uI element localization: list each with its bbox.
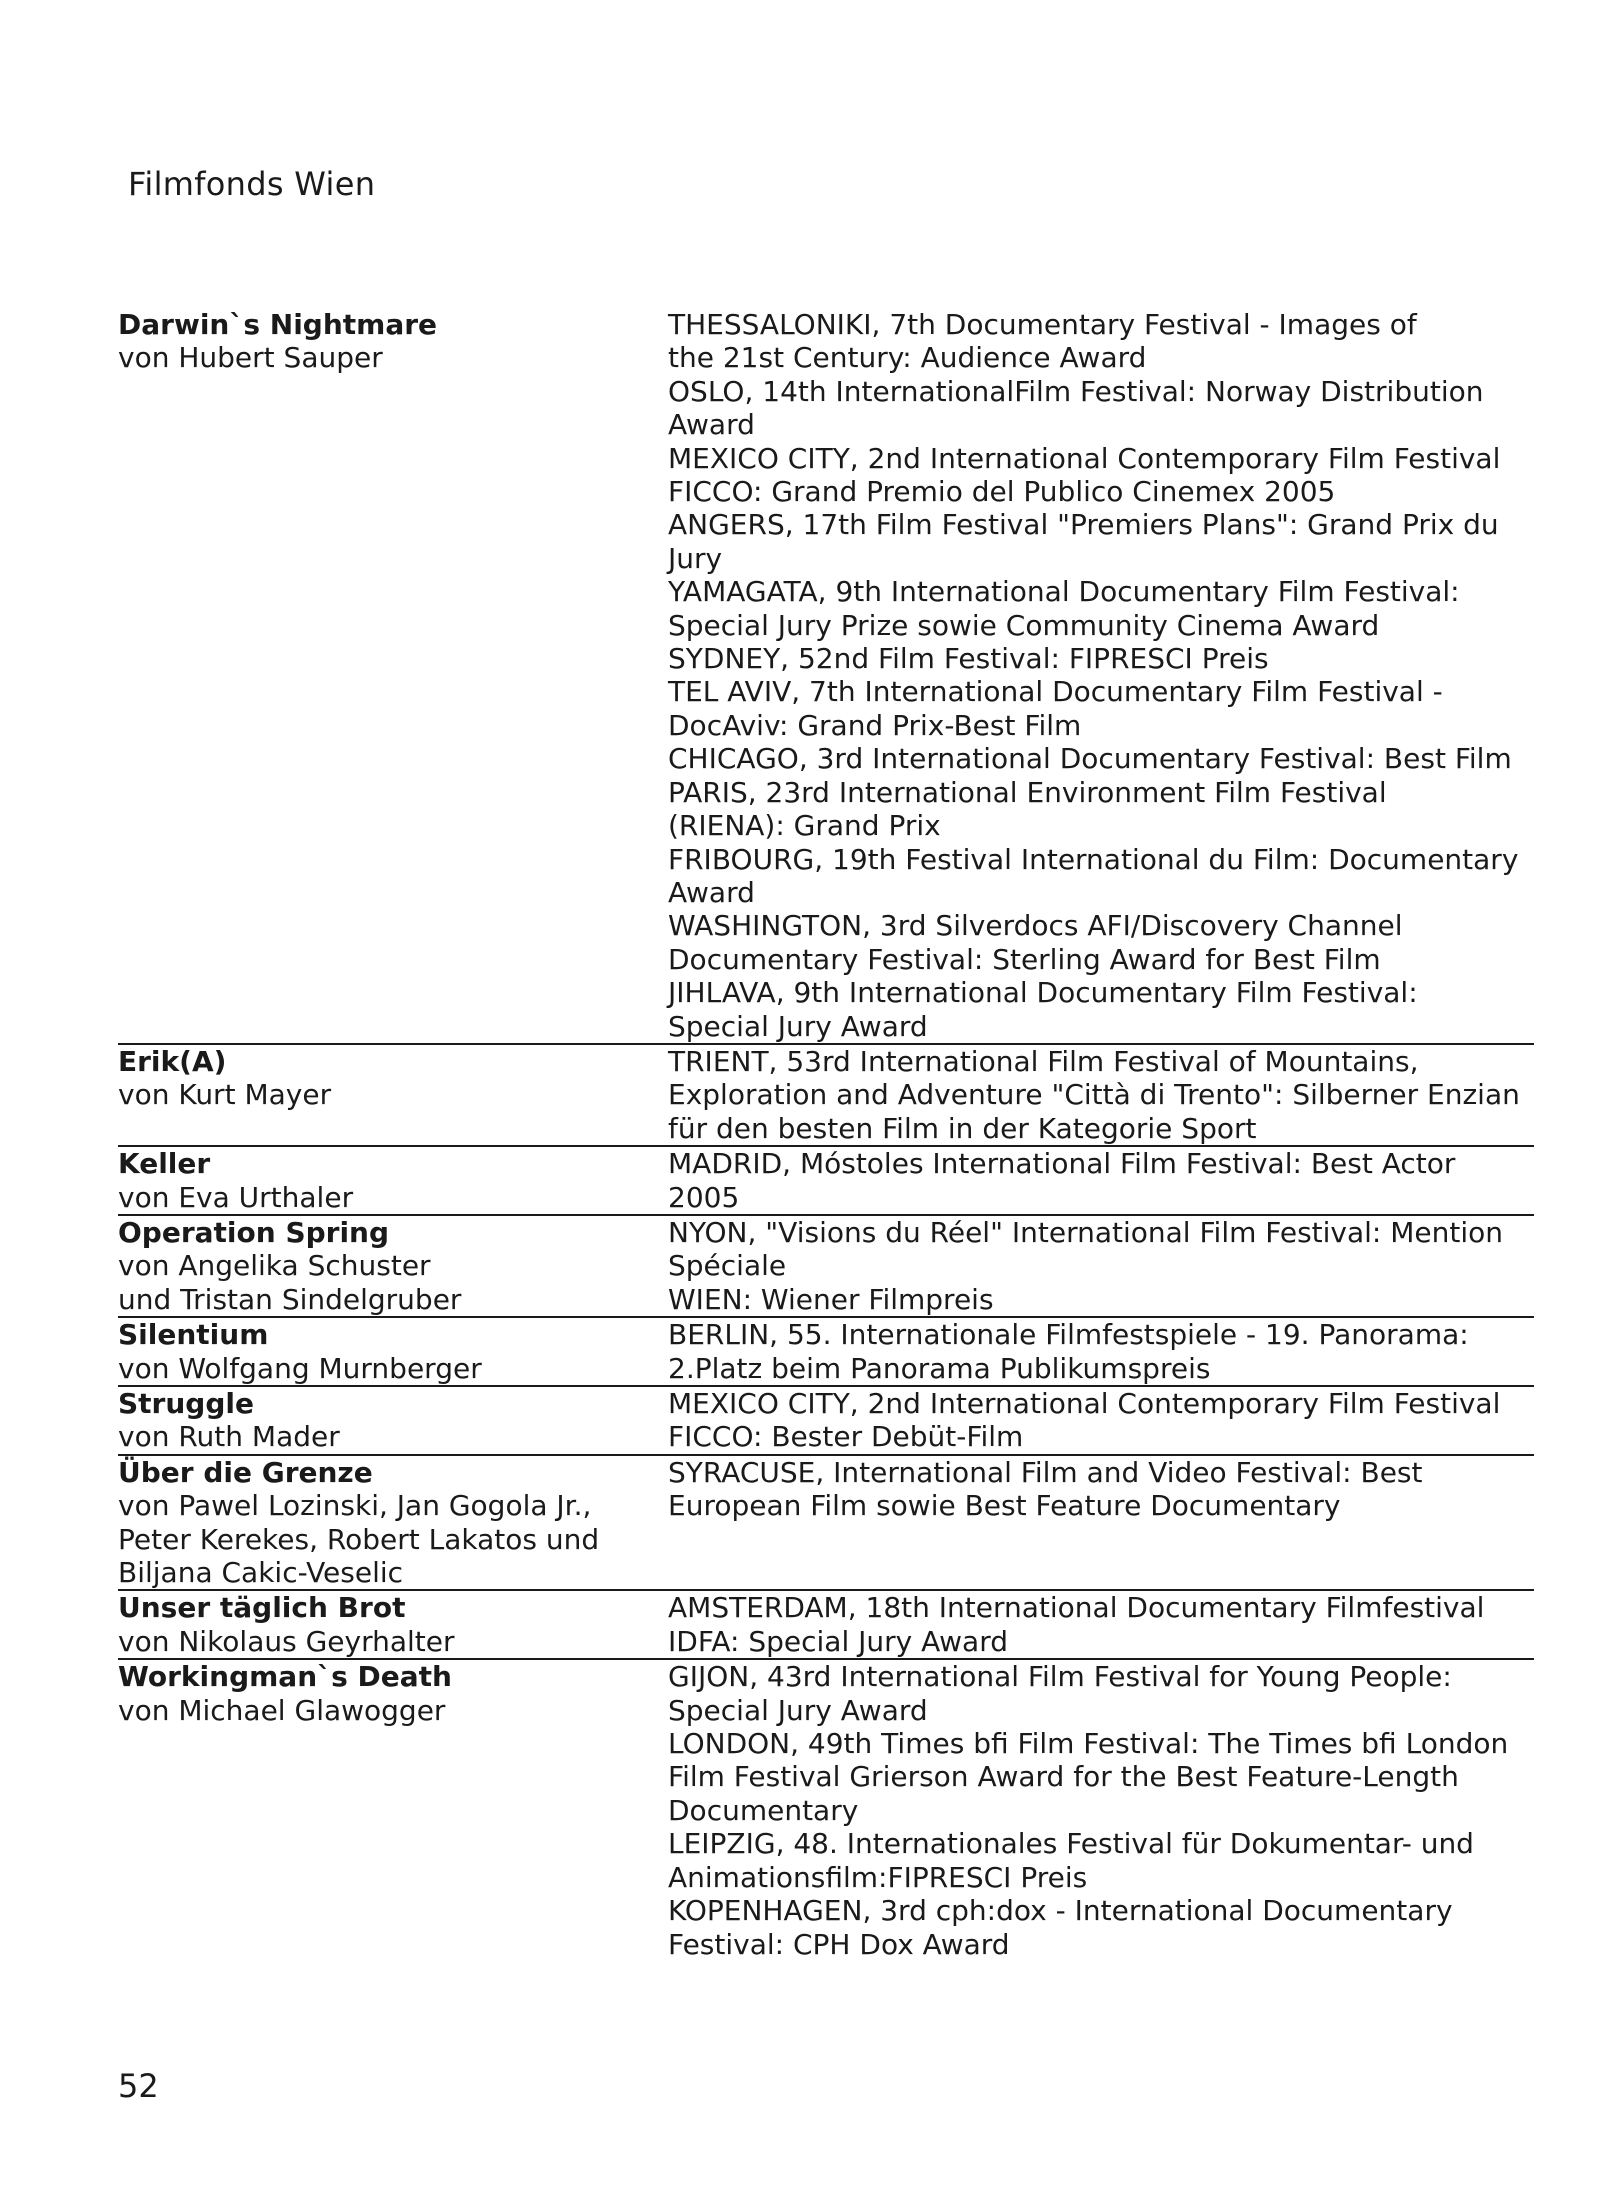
award-line: (RIENA): Grand Prix [668, 809, 941, 843]
award-line: 2.Platz beim Panorama Publikumspreis [668, 1351, 1211, 1385]
page-number: 52 [118, 2067, 159, 2105]
film-title: Operation Spring [118, 1215, 390, 1249]
award-line: SYDNEY, 52nd Film Festival: FIPRESCI Preis [668, 642, 1269, 676]
award-line: PARIS, 23rd International Environment Film Festival [668, 775, 1387, 809]
awards-cell [668, 1387, 1534, 1454]
film-title: Silentium [118, 1318, 269, 1352]
table-row [118, 1454, 1534, 1590]
table-row [118, 1214, 1534, 1316]
table-row [118, 1589, 1534, 1658]
award-line: Special Jury Award [668, 1693, 928, 1727]
award-line: TRIENT, 53rd International Film Festival of Mountains, [668, 1044, 1419, 1078]
award-line: ANGERS, 17th Film Festival "Premiers Plans": Grand Prix du [668, 508, 1499, 542]
film-credit: und Tristan Sindelgruber [118, 1282, 462, 1316]
table-row [118, 1316, 1534, 1385]
film-title: Workingman`s Death [118, 1660, 452, 1694]
film-cell [118, 1387, 668, 1454]
award-line: Special Jury Award [668, 1009, 928, 1043]
film-credit: von Wolfgang Murnberger [118, 1351, 482, 1385]
film-cell [118, 1660, 668, 1961]
awards-cell [668, 1591, 1534, 1658]
film-credit: Biljana Cakic-Veselic [118, 1556, 404, 1590]
award-line: Spéciale [668, 1249, 787, 1283]
award-line: OSLO, 14th InternationalFilm Festival: Norway Distribution [668, 374, 1484, 408]
table-row [118, 308, 1534, 1043]
awards-cell [668, 1660, 1534, 1961]
award-line: für den besten Film in der Kategorie Sport [668, 1111, 1257, 1145]
award-line: YAMAGATA, 9th International Documentary Film Festival: [668, 575, 1460, 609]
table-row [118, 1043, 1534, 1145]
table-row [118, 1658, 1534, 1961]
film-title: Keller [118, 1147, 211, 1181]
award-line: GIJON, 43rd International Film Festival for Young People: [668, 1660, 1452, 1694]
awards-cell [668, 308, 1534, 1043]
award-line: Animationsfilm:FIPRESCI Preis [668, 1860, 1088, 1894]
award-line: Festival: CPH Dox Award [668, 1927, 1010, 1961]
film-credit: von Angelika Schuster [118, 1249, 431, 1283]
award-line: THESSALONIKI, 7th Documentary Festival - Images of [668, 308, 1417, 341]
award-line: DocAviv: Grand Prix-Best Film [668, 708, 1082, 742]
award-line: MEXICO CITY, 2nd International Contemporary Film Festival [668, 1387, 1501, 1420]
award-line: FICCO: Grand Premio del Publico Cinemex 2005 [668, 475, 1336, 509]
award-line: Film Festival Grierson Award for the Best Feature-Length [668, 1760, 1459, 1794]
film-credit: von Kurt Mayer [118, 1078, 332, 1112]
awards-cell [668, 1456, 1534, 1590]
film-credit: von Pawel Lozinski, Jan Gogola Jr., [118, 1489, 592, 1523]
award-line: WASHINGTON, 3rd Silverdocs AFI/Discovery Channel [668, 909, 1403, 943]
award-line: TEL AVIV, 7th International Documentary Film Festival - [668, 675, 1443, 709]
award-line: JIHLAVA, 9th International Documentary Film Festival: [668, 976, 1418, 1010]
award-line: MADRID, Móstoles International Film Festival: Best Actor [668, 1147, 1456, 1181]
award-line: Documentary [668, 1793, 859, 1827]
award-line: WIEN: Wiener Filmpreis [668, 1282, 994, 1316]
film-credit: von Michael Glawogger [118, 1693, 446, 1727]
film-cell [118, 1591, 668, 1658]
awards-cell [668, 1318, 1534, 1385]
award-line: 2005 [668, 1180, 740, 1214]
award-line: CHICAGO, 3rd International Documentary Festival: Best Film [668, 742, 1512, 776]
film-title: Über die Grenze [118, 1455, 373, 1489]
award-line: IDFA: Special Jury Award [668, 1624, 1008, 1658]
award-line: FICCO: Bester Debüt-Film [668, 1420, 1024, 1454]
film-title: Struggle [118, 1387, 254, 1420]
film-credit: von Hubert Sauper [118, 341, 383, 375]
award-line: the 21st Century: Audience Award [668, 341, 1147, 375]
film-credit: Peter Kerekes, Robert Lakatos und [118, 1522, 600, 1556]
awards-cell [668, 1045, 1534, 1145]
award-line: Jury [668, 541, 723, 575]
award-line: European Film sowie Best Feature Documentary [668, 1489, 1341, 1523]
film-cell [118, 1216, 668, 1316]
film-title: Unser täglich Brot [118, 1591, 406, 1625]
award-line: LONDON, 49th Times bfi Film Festival: The Times bfi London [668, 1727, 1509, 1761]
table-row [118, 1145, 1534, 1214]
film-credit: von Ruth Mader [118, 1420, 340, 1454]
film-title: Darwin`s Nightmare [118, 308, 438, 341]
award-line: NYON, "Visions du Réel" International Film Festival: Mention [668, 1215, 1504, 1249]
awards-cell [668, 1216, 1534, 1316]
award-line: FRIBOURG, 19th Festival International du Film: Documentary [668, 842, 1519, 876]
award-line: MEXICO CITY, 2nd International Contemporary Film Festival [668, 441, 1501, 475]
award-line: Award [668, 875, 755, 909]
award-line: BERLIN, 55. Internationale Filmfestspiele - 19. Panorama: [668, 1318, 1469, 1352]
running-head: Filmfonds Wien [128, 165, 376, 203]
award-line: LEIPZIG, 48. Internationales Festival für Dokumentar- und [668, 1827, 1474, 1861]
film-cell [118, 1318, 668, 1385]
awards-table [118, 308, 1534, 1961]
award-line: Special Jury Prize sowie Community Cinema Award [668, 608, 1380, 642]
table-row [118, 1385, 1534, 1454]
award-line: KOPENHAGEN, 3rd cph:dox - International Documentary [668, 1894, 1453, 1928]
film-cell [118, 1147, 668, 1214]
award-line: Documentary Festival: Sterling Award for Best Film [668, 942, 1381, 976]
award-line: AMSTERDAM, 18th International Documentary Filmfestival [668, 1591, 1485, 1625]
awards-cell [668, 1147, 1534, 1214]
award-line: SYRACUSE, International Film and Video Festival: Best [668, 1455, 1423, 1489]
award-line: Exploration and Adventure "Città di Trento": Silberner Enzian [668, 1078, 1520, 1112]
film-title: Erik(A) [118, 1044, 227, 1078]
film-credit: von Eva Urthaler [118, 1180, 354, 1214]
film-credit: von Nikolaus Geyrhalter [118, 1624, 455, 1658]
film-cell [118, 1045, 668, 1145]
film-cell [118, 308, 668, 1043]
film-cell [118, 1456, 668, 1590]
award-line: Award [668, 408, 755, 442]
